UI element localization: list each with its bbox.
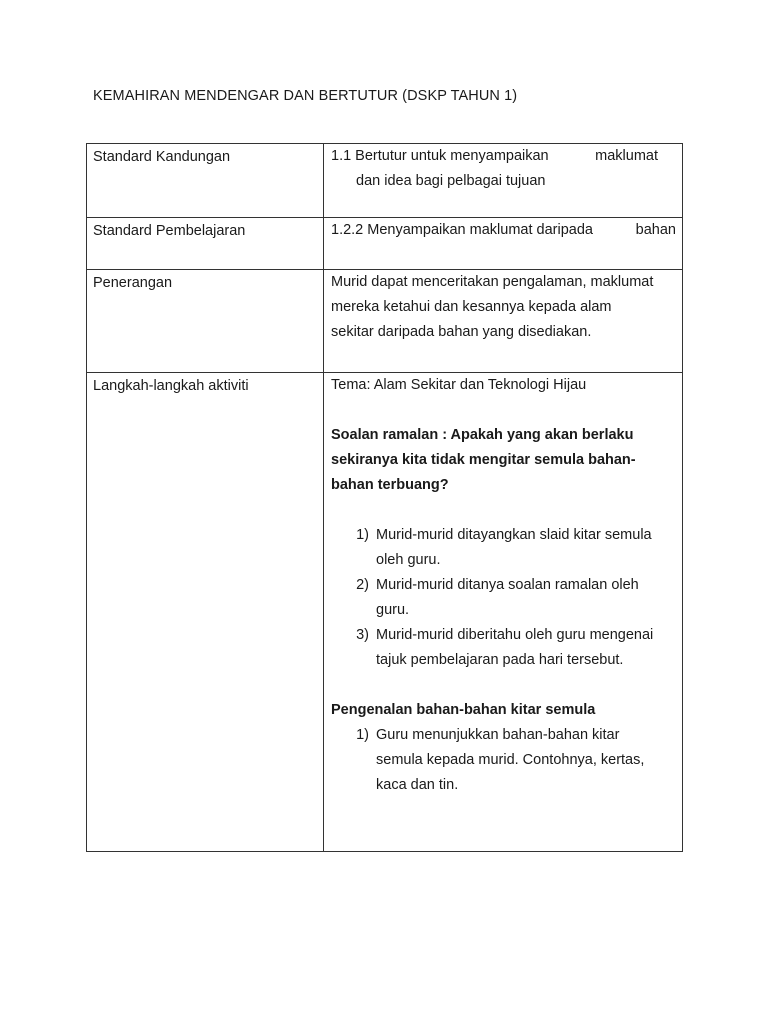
step-text: Murid-murid ditanya soalan ramalan oleh bbox=[376, 577, 639, 593]
row-label: Standard Pembelajaran bbox=[93, 223, 246, 239]
step-text: Murid-murid ditayangkan slaid kitar semula bbox=[376, 527, 652, 543]
step-text: kaca dan tin. bbox=[376, 777, 459, 793]
list-item bbox=[331, 573, 676, 623]
content-line: mereka ketahui dan kesannya kepada alam bbox=[331, 299, 612, 315]
step-text: tajuk pembelajaran pada hari tersebut. bbox=[376, 652, 624, 668]
row-penerangan bbox=[87, 270, 683, 373]
activity-steps bbox=[331, 523, 676, 673]
content-line: sekitar daripada bahan yang disediakan. bbox=[331, 324, 592, 340]
document-title: KEMAHIRAN MENDENGAR DAN BERTUTUR (DSKP TAHUN 1) bbox=[93, 88, 518, 104]
step-number: 1) bbox=[356, 727, 369, 743]
row-standard-kandungan bbox=[87, 144, 683, 218]
label-cell bbox=[87, 218, 324, 270]
content-line bbox=[331, 218, 676, 243]
row-label: Standard Kandungan bbox=[93, 149, 231, 165]
list-item bbox=[331, 723, 676, 798]
content-line: Murid dapat menceritakan pengalaman, maklumat bbox=[331, 274, 654, 290]
pengenalan-heading: Pengenalan bahan-bahan kitar semula bbox=[331, 702, 596, 718]
content-text: maklumat bbox=[595, 148, 658, 164]
step-number: 3) bbox=[356, 627, 369, 643]
soalan-line: sekiranya kita tidak mengitar semula bahan- bbox=[331, 452, 636, 468]
content-cell bbox=[324, 270, 683, 373]
content-cell bbox=[324, 373, 683, 852]
step-text: Guru menunjukkan bahan-bahan kitar bbox=[376, 727, 620, 743]
content-line: dan idea bagi pelbagai tujuan bbox=[356, 173, 546, 189]
content-text: 1.2.2 Menyampaikan maklumat daripada bbox=[331, 222, 593, 238]
pengenalan-steps bbox=[331, 723, 676, 798]
label-cell bbox=[87, 270, 324, 373]
soalan-line: bahan terbuang? bbox=[331, 477, 449, 493]
row-standard-pembelajaran bbox=[87, 218, 683, 270]
step-text: semula kepada murid. Contohnya, kertas, bbox=[376, 752, 645, 768]
list-item bbox=[331, 523, 676, 573]
soalan-line: Soalan ramalan : Apakah yang akan berlaku bbox=[331, 427, 634, 443]
content-line bbox=[331, 144, 676, 169]
row-langkah-aktiviti bbox=[87, 373, 683, 852]
label-cell bbox=[87, 144, 324, 218]
lesson-table bbox=[86, 143, 683, 852]
step-text: Murid-murid diberitahu oleh guru mengenai bbox=[376, 627, 654, 643]
row-label: Penerangan bbox=[93, 275, 173, 291]
content-text: 1.1 Bertutur untuk menyampaikan bbox=[331, 148, 549, 164]
label-cell bbox=[87, 373, 324, 852]
step-text: oleh guru. bbox=[376, 552, 441, 568]
tema-line: Tema: Alam Sekitar dan Teknologi Hijau bbox=[331, 377, 587, 393]
row-label: Langkah-langkah aktiviti bbox=[93, 378, 249, 394]
content-text: bahan bbox=[635, 222, 676, 238]
step-text: guru. bbox=[376, 602, 410, 618]
step-number: 2) bbox=[356, 577, 369, 593]
list-item bbox=[331, 623, 676, 673]
content-cell bbox=[324, 144, 683, 218]
step-number: 1) bbox=[356, 527, 369, 543]
content-cell bbox=[324, 218, 683, 270]
